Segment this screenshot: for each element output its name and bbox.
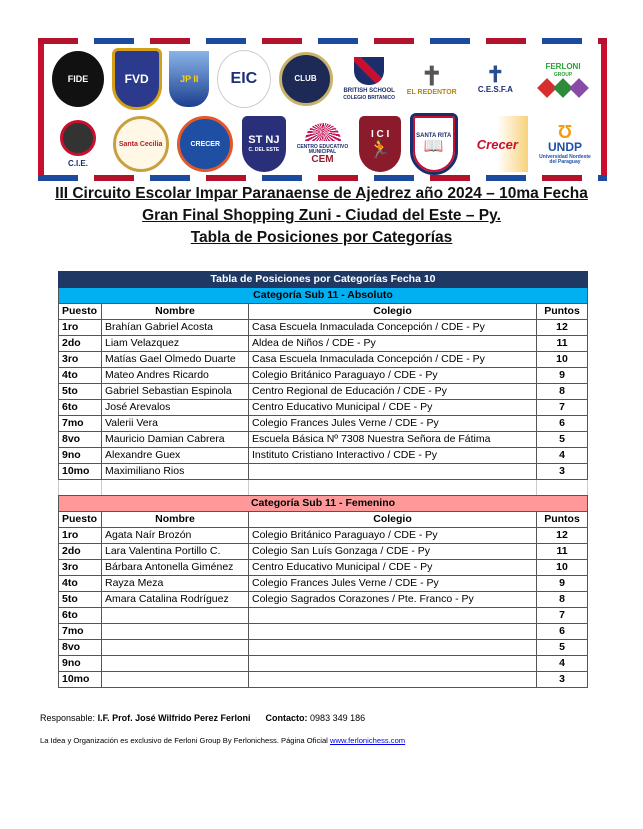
spacer-row (59, 480, 588, 496)
cell-puntos: 9 (537, 368, 588, 384)
cell-colegio: Colegio Frances Jules Verne / CDE - Py (249, 576, 537, 592)
cell-puesto: 5to (59, 592, 102, 608)
official-site-link[interactable]: www.ferlonichess.com (330, 736, 406, 745)
cell-puesto: 3ro (59, 352, 102, 368)
column-header-row (59, 512, 588, 528)
british-school-logo-text: BRITISH SCHOOL (343, 88, 395, 94)
cell-puntos: 8 (537, 592, 588, 608)
footer-note (40, 736, 405, 745)
fvd-logo (112, 48, 162, 110)
sponsor-banner (38, 38, 607, 181)
el-redentor-logo (406, 51, 458, 107)
cell-puntos: 10 (537, 560, 588, 576)
cell-colegio (249, 624, 537, 640)
cell-puesto: 4to (59, 576, 102, 592)
table-row (59, 432, 588, 448)
cell-puntos: 10 (537, 352, 588, 368)
cem-logo (295, 116, 351, 172)
category-title: Categoría Sub 11 - Absoluto (59, 288, 588, 304)
footer-responsible (40, 713, 365, 723)
chess-club-logo-text: CLUB (294, 74, 317, 83)
table-row (59, 656, 588, 672)
cell-puesto: 9no (59, 656, 102, 672)
colegio-crecer-logo (177, 116, 233, 172)
cell-colegio: Instituto Cristiano Interactivo / CDE - Py (249, 448, 537, 464)
column-header-row (59, 304, 588, 320)
cell-puesto: 8vo (59, 432, 102, 448)
cell-nombre: Matías Gael Olmedo Duarte (102, 352, 249, 368)
cell-nombre: Bárbara Antonella Giménez (102, 560, 249, 576)
cell-puntos: 3 (537, 672, 588, 688)
table-row (59, 640, 588, 656)
santa-cecilia-logo-text: Santa Cecilia (118, 140, 163, 148)
category-header-row (59, 496, 588, 512)
document-titles (0, 183, 643, 249)
cell-colegio: Colegio Británico Paraguayo / CDE - Py (249, 368, 537, 384)
cell-puntos: 4 (537, 448, 588, 464)
globe-icon (60, 120, 96, 156)
column-header-colegio: Colegio (249, 512, 537, 528)
cell-nombre: Agata Naír Brozón (102, 528, 249, 544)
cell-puesto: 4to (59, 368, 102, 384)
cell-nombre (102, 672, 249, 688)
cell-colegio (249, 672, 537, 688)
cell-colegio (249, 608, 537, 624)
cell-puntos: 11 (537, 336, 588, 352)
table-row (59, 624, 588, 640)
fvd-logo-text: FVD (124, 72, 149, 86)
cell-puntos: 5 (537, 640, 588, 656)
cell-puesto: 10mo (59, 464, 102, 480)
table-row (59, 400, 588, 416)
cell-colegio: Colegio Británico Paraguayo / CDE - Py (249, 528, 537, 544)
runner-icon: 🏃 (368, 139, 392, 159)
cell-nombre (102, 656, 249, 672)
undp-symbol-icon: Ʊ (557, 122, 573, 142)
category-title: Categoría Sub 11 - Femenino (59, 496, 588, 512)
cell-nombre: José Arevalos (102, 400, 249, 416)
cem-logo-text: CEM (311, 154, 334, 165)
cell-puesto: 7mo (59, 416, 102, 432)
cell-puesto: 8vo (59, 640, 102, 656)
santa-rita-logo (410, 113, 458, 175)
cell-colegio: Escuela Básica Nº 7308 Nuestra Señora de Fátima (249, 432, 537, 448)
logo-row-2 (52, 112, 593, 176)
cesfa-logo-text: C.E.S.F.A (477, 85, 513, 94)
cell-puesto: 2do (59, 544, 102, 560)
cell-puesto: 1ro (59, 320, 102, 336)
book-icon: 📖 (423, 138, 444, 155)
cell-nombre: Rayza Meza (102, 576, 249, 592)
cell-nombre: Lara Valentina Portillo C. (102, 544, 249, 560)
cell-puntos: 9 (537, 576, 588, 592)
cell-colegio: Centro Regional de Educación / CDE - Py (249, 384, 537, 400)
cell-puesto: 3ro (59, 560, 102, 576)
cell-nombre: Mateo Andres Ricardo (102, 368, 249, 384)
cell-colegio (249, 640, 537, 656)
footer-note-text: La Idea y Organización es exclusivo de Ferloni Group By Ferlonichess. Página Oficial (40, 736, 328, 745)
cell-colegio: Centro Educativo Municipal / CDE - Py (249, 560, 537, 576)
santa-rita-logo-text: SANTA RITA (416, 133, 452, 139)
title-line-2: Gran Final Shopping Zuni - Ciudad del Este – Py. (142, 207, 501, 224)
cell-nombre: Alexandre Guex (102, 448, 249, 464)
spacer-cell (59, 480, 102, 496)
hexagon-icons (540, 81, 586, 95)
cell-puntos: 6 (537, 624, 588, 640)
cesfa-logo (465, 51, 525, 107)
ferloni-logo-sub: GROUP (553, 72, 573, 78)
cem-logo-sub: CENTRO EDUCATIVO MUNICIPAL (296, 144, 349, 155)
cell-puntos: 5 (537, 432, 588, 448)
juan-pablo-logo (169, 51, 209, 107)
stnj-logo (242, 116, 286, 172)
union-jack-shield-icon (354, 57, 384, 85)
spacer-cell (102, 480, 249, 496)
cell-puntos: 8 (537, 384, 588, 400)
cell-puesto: 2do (59, 336, 102, 352)
eic-logo-text: EIC (230, 70, 258, 87)
cell-nombre: Liam Velazquez (102, 336, 249, 352)
cell-puesto: 10mo (59, 672, 102, 688)
table-row (59, 448, 588, 464)
cell-puntos: 7 (537, 608, 588, 624)
juan-pablo-logo-text: JP II (180, 73, 199, 84)
undp-logo-sub: Universidad Nordeste del Paraguay (539, 154, 591, 165)
cell-colegio: Colegio San Luís Gonzaga / CDE - Py (249, 544, 537, 560)
table-row (59, 384, 588, 400)
crecer-logo-text: Crecer (476, 136, 518, 152)
table-row (59, 336, 588, 352)
title-line-1: III Circuito Escolar Impar Paranaense de Ajedrez año 2024 – 10ma Fecha (55, 185, 588, 202)
cell-puntos: 6 (537, 416, 588, 432)
cell-colegio: Casa Escuela Inmaculada Concepción / CDE - Py (249, 352, 537, 368)
table-title-row (59, 272, 588, 288)
cell-puntos: 3 (537, 464, 588, 480)
title-line-3: Tabla de Posiciones por Categorías (190, 229, 453, 246)
table-row (59, 352, 588, 368)
column-header-puntos: Puntos (537, 304, 588, 320)
cell-nombre (102, 608, 249, 624)
el-redentor-logo-text: EL REDENTOR (406, 88, 457, 96)
fide-logo-text: FIDE (67, 73, 89, 84)
table-row (59, 592, 588, 608)
cell-colegio (249, 656, 537, 672)
table-row (59, 528, 588, 544)
table-row (59, 608, 588, 624)
cell-puesto: 6to (59, 608, 102, 624)
cell-nombre: Valerii Vera (102, 416, 249, 432)
cell-puntos: 7 (537, 400, 588, 416)
column-header-nombre: Nombre (102, 512, 249, 528)
ici-logo (359, 116, 401, 172)
cell-nombre: Maximiliano Rios (102, 464, 249, 480)
table-row (59, 544, 588, 560)
cell-nombre: Brahían Gabriel Acosta (102, 320, 249, 336)
sunrise-icon (305, 123, 341, 141)
cell-puntos: 12 (537, 528, 588, 544)
table-row (59, 320, 588, 336)
cell-nombre (102, 640, 249, 656)
cell-puesto: 7mo (59, 624, 102, 640)
chess-club-logo (279, 52, 333, 106)
table-row (59, 368, 588, 384)
cell-puesto: 9no (59, 448, 102, 464)
ferloni-logo (533, 51, 593, 107)
fide-logo (52, 51, 104, 107)
cell-colegio: Centro Educativo Municipal / CDE - Py (249, 400, 537, 416)
cell-nombre: Gabriel Sebastian Espinola (102, 384, 249, 400)
cell-nombre: Amara Catalina Rodríguez (102, 592, 249, 608)
eic-logo (217, 50, 271, 108)
contacto-value: 0983 349 186 (310, 713, 366, 723)
cell-puesto: 1ro (59, 528, 102, 544)
table-row (59, 560, 588, 576)
column-header-colegio: Colegio (249, 304, 537, 320)
spacer-cell (249, 480, 537, 496)
column-header-puesto: Puesto (59, 304, 102, 320)
cell-puntos: 12 (537, 320, 588, 336)
category-header-row (59, 288, 588, 304)
cell-colegio: Colegio Frances Jules Verne / CDE - Py (249, 416, 537, 432)
column-header-puntos: Puntos (537, 512, 588, 528)
cell-nombre: Mauricio Damian Cabrera (102, 432, 249, 448)
responsable-name: I.F. Prof. José Wilfrido Perez Ferloni (97, 713, 251, 723)
cell-colegio (249, 464, 537, 480)
cell-colegio: Colegio Sagrados Corazones / Pte. Franco - Py (249, 592, 537, 608)
column-header-nombre: Nombre (102, 304, 249, 320)
stnj-logo-sub: C. DEL ESTE (248, 147, 280, 153)
cie-logo (52, 116, 104, 172)
column-header-puesto: Puesto (59, 512, 102, 528)
contacto-label: Contacto: (265, 713, 308, 723)
undp-logo-text: UNDP (547, 140, 582, 154)
table-row (59, 464, 588, 480)
ferloni-logo-text: FERLONI (545, 62, 581, 71)
table-row (59, 672, 588, 688)
ici-logo-text: I C I (370, 129, 390, 140)
cell-nombre (102, 624, 249, 640)
cell-colegio: Aldea de Niños / CDE - Py (249, 336, 537, 352)
stnj-logo-text: ST NJ (248, 134, 280, 146)
table-row (59, 416, 588, 432)
cell-puntos: 4 (537, 656, 588, 672)
standings-table (58, 271, 588, 688)
table-row (59, 576, 588, 592)
crecer-logo (466, 116, 528, 172)
colegio-crecer-logo-text: CRECER (190, 140, 221, 148)
cie-logo-text: C.I.E. (67, 159, 88, 168)
cell-puesto: 6to (59, 400, 102, 416)
british-school-logo (340, 51, 398, 107)
cross-icon: ✝ (486, 62, 505, 87)
spacer-cell (537, 480, 588, 496)
logo-row-1 (52, 48, 593, 110)
cell-colegio: Casa Escuela Inmaculada Concepción / CDE - Py (249, 320, 537, 336)
cell-puesto: 5to (59, 384, 102, 400)
responsable-label: Responsable: (40, 713, 96, 723)
cell-puntos: 11 (537, 544, 588, 560)
british-school-logo-sub: COLEGIO BRITANICO (343, 95, 396, 101)
table-title: Tabla de Posiciones por Categorías Fecha 10 (59, 272, 588, 288)
santa-cecilia-logo (113, 116, 169, 172)
christ-statue-icon: ✝ (420, 60, 443, 91)
undp-logo (537, 116, 593, 172)
